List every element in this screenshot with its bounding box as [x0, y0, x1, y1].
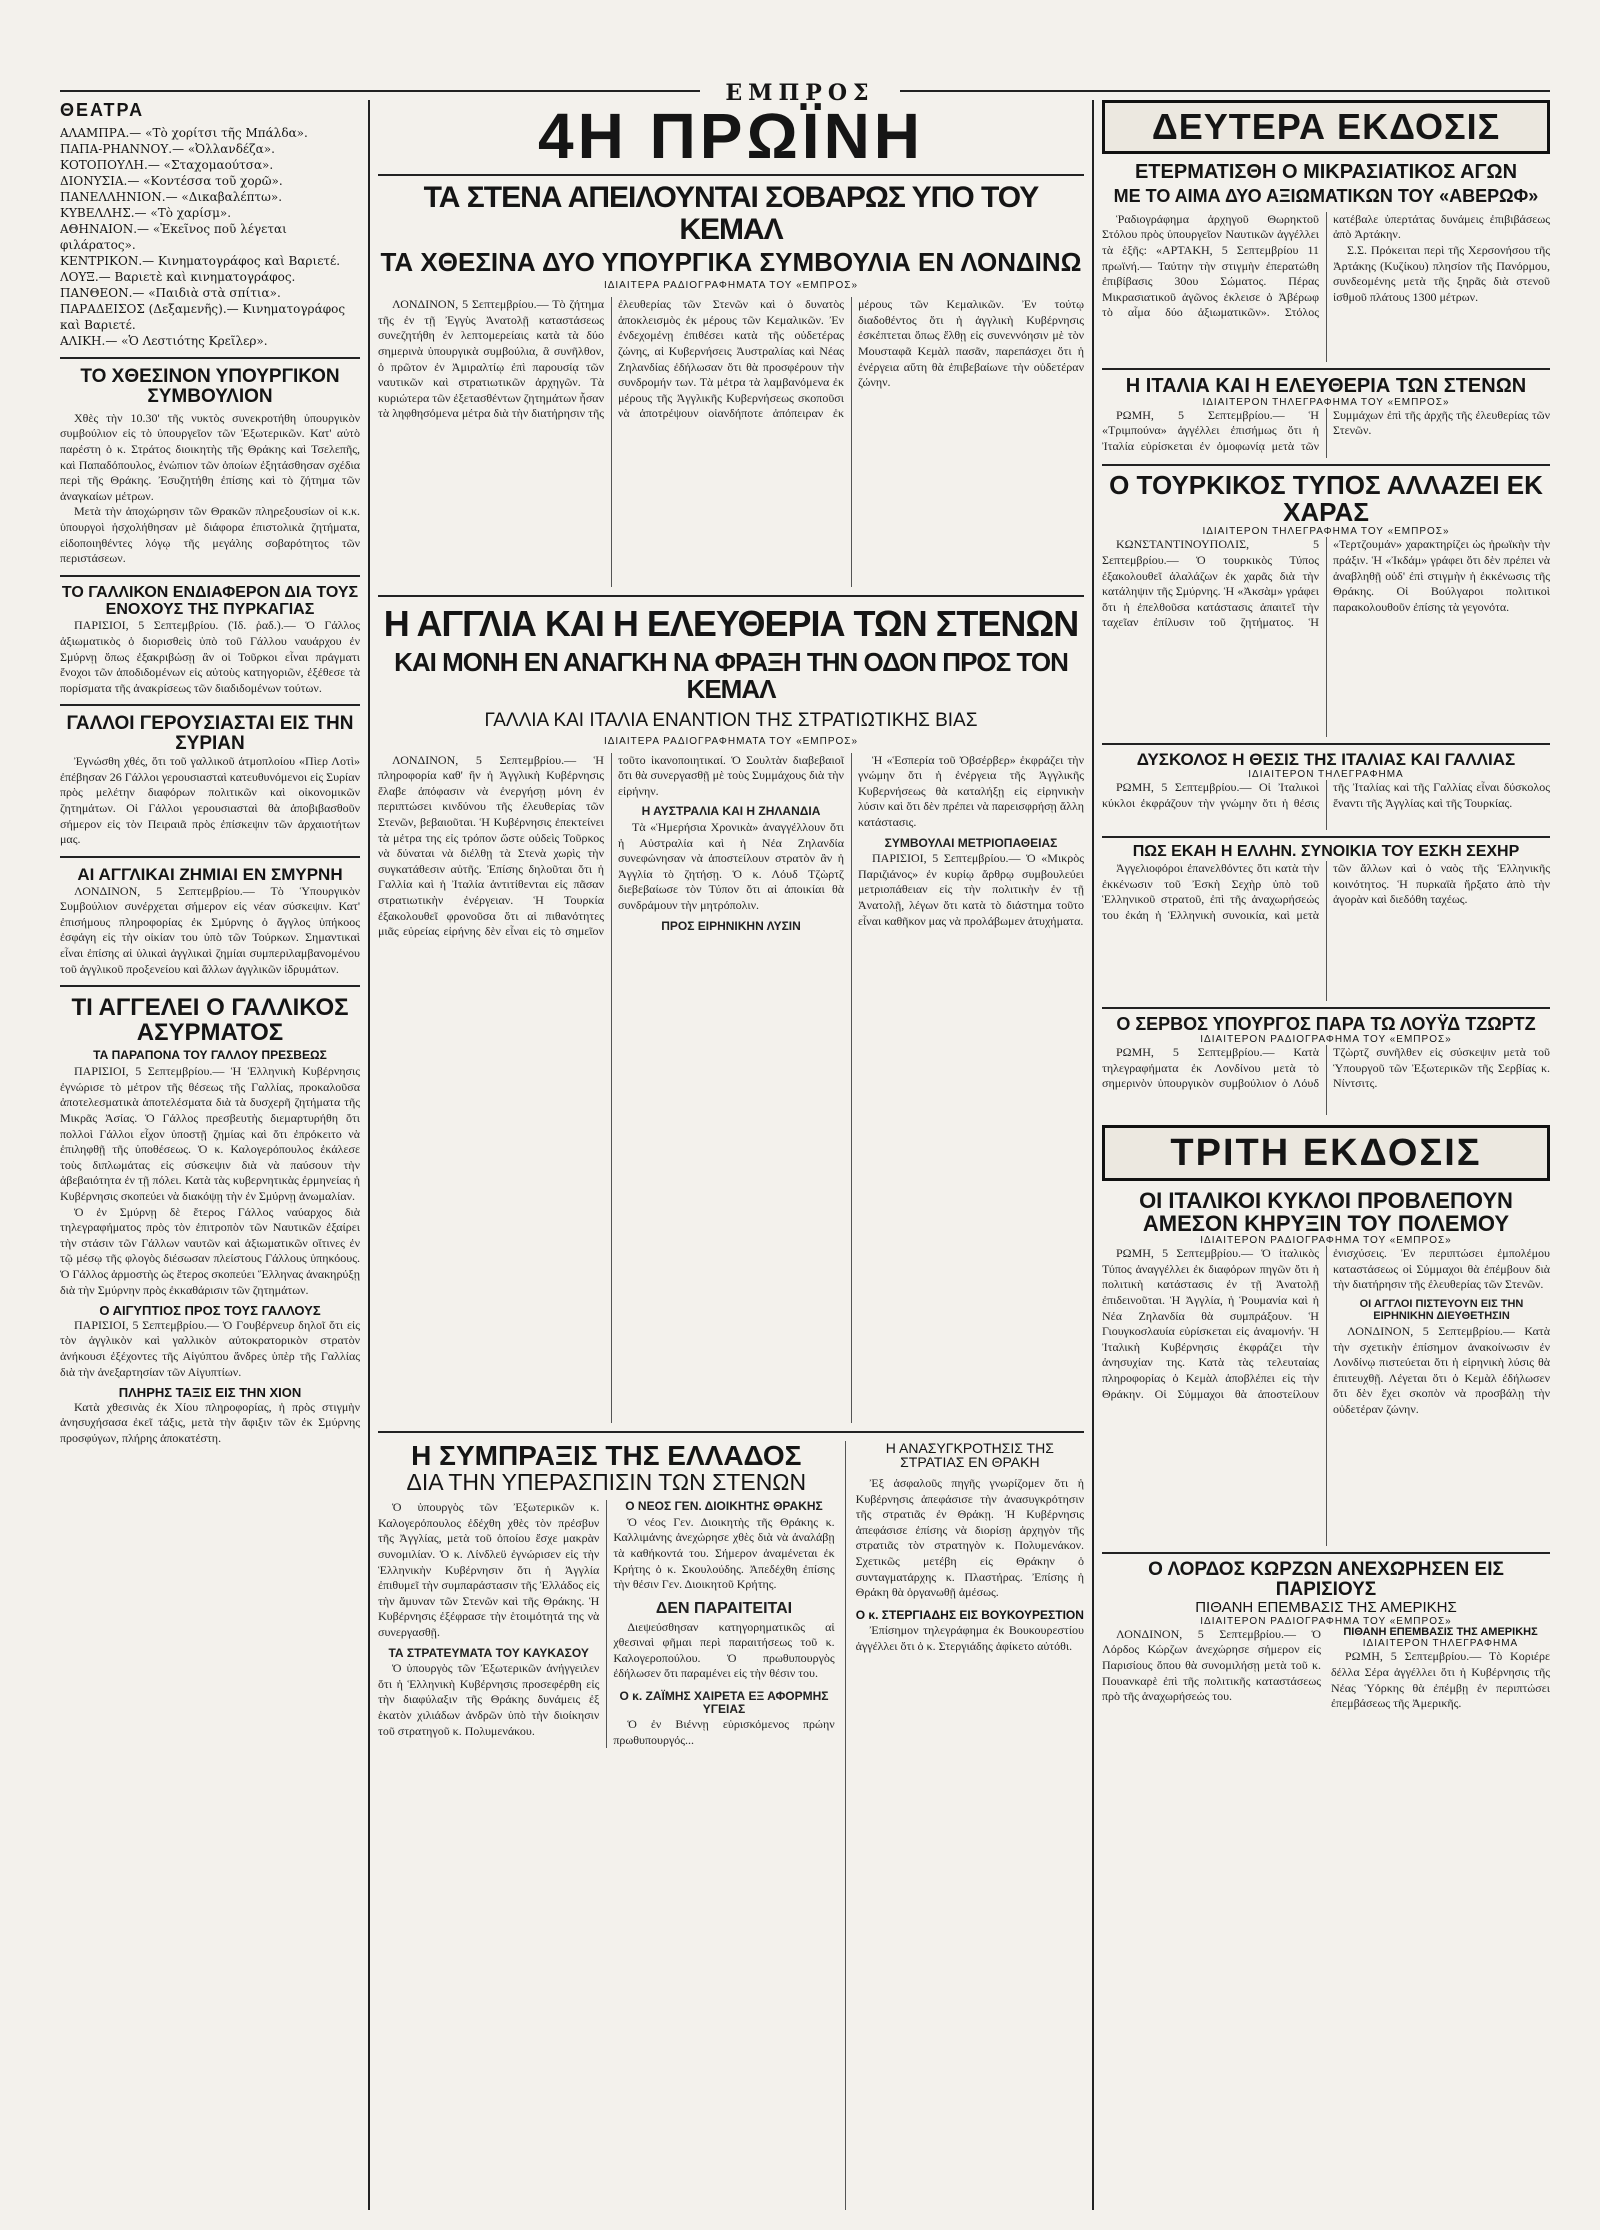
headline: ΠΙΘΑΝΗ ΕΠΕΜΒΑΣΙΣ ΤΗΣ ΑΜΕΡΙΚΗΣ	[1343, 1625, 1538, 1638]
subheadline: ΔΙΑ ΤΗΝ ΥΠΕΡΑΣΠΙΣΙΝ ΤΩΝ ΣΤΕΝΩΝ	[406, 1469, 807, 1496]
subheadline: ΤΑ ΧΘΕΣΙΝΑ ΔΥΟ ΥΠΟΥΡΓΙΚΑ ΣΥΜΒΟΥΛΙΑ ΕΝ ΛΟΝΔΙΝΩ	[380, 247, 1082, 277]
theatre-item: ΠΑΠΑ-ΡΗΑΝΝΟΥ.— «Ὀλλανδέζα».	[60, 142, 275, 156]
edition-title: 4Η ΠΡΩΪΝΗ	[537, 100, 925, 172]
main-headline: ΤΑ ΣΤΕΝΑ ΑΠΕΙΛΟΥΝΤΑΙ ΣΟΒΑΡΩΣ ΥΠΟ ΤΟΥ ΚΕΜΑΛ	[423, 181, 1039, 246]
headline: ΓΑΛΛΟΙ ΓΕΡΟΥΣΙΑΣΤΑΙ ΕΙΣ ΤΗΝ ΣΥΡΙΑΝ	[66, 713, 354, 755]
theatre-listing	[60, 100, 360, 349]
masthead: ΕΜΠΡΟΣ	[700, 80, 900, 106]
theatre-item: ΚΟΤΟΠΟΥΛΗ.— «Σταχομαούτσα».	[60, 158, 274, 172]
headline: Ο ΛΟΡΔΟΣ ΚΩΡΖΩΝ ΑΝΕΧΩΡΗΣΕΝ ΕΙΣ ΠΑΡΙΣΙΟΥΣ	[1148, 1559, 1504, 1601]
article-text: ΛΟΝΔΙΝΟΝ, 5 Σεπτεμβρίου.— Ἡ πληροφορία καθ' ἣν ἡ Ἀγγλικὴ Κυβέρνησις ἔλαβε ἀπόφασιν νὰ ἐνεργήσῃ μόνη ἐν περιπτώσει κινδύνου τῆς ἐλευθερίας τῶν Στενῶν, βεβαιοῦται. Ἡ Κυβέρνησις ἐπεκτείνει τὰ μέτρα της εἰς τρόπον ὥστε οὐδεὶς Τοῦρκος νὰ δύναται νὰ διέλθῃ τὰ Στενὰ χωρὶς τὴν συγκατάθεσιν αὐτῆς. Ἐπίσης δηλοῦται ὅτι ἡ Γαλλία καὶ ἡ Ἰταλία ἀντιτίθενται εἰς πᾶσαν στρατιωτικὴν ἐνέργειαν. Ἡ Τουρκία ἐξακολουθεῖ φρονοῦσα ὅτι αἱ πιθανότητες μιᾶς εὐρείας εἰρήνης δὲν εἶναι εἰς τὸ σημεῖον τοῦτο ἱκανοποιητικαί. Ὁ Σουλτὰν διαβεβαιοῖ ὅτι θὰ συνεργασθῇ μὲ τοὺς Συμμάχους διὰ τὴν εἰρήνην. Η ΑΥΣΤΡΑΛΙΑ ΚΑΙ Η ΖΗΛΑΝΔΙΑ Τὰ «Ἡμερήσια Χρονικὰ» ἀναγγέλλουν ὅτι ἡ Αὐστραλία καὶ ἡ Νέα Ζηλανδία συνεφώνησαν νὰ ἀποστείλουν στρατὸν ἂν ἡ Ἀγγλία τὸ ζητήσῃ. Ὁ κ. Λόυδ Τζὼρτζ διεβεβαίωσε τὸν Τύπον ὅτι αἱ ἀποικίαι θὰ συνδράμουν τὴν μητρόπολιν. ΠΡΟΣ ΕΙΡΗΝΙΚΗΝ ΛΥΣΙΝ Ἡ «Ἑσπερία τοῦ Ὀβσέρβερ» ἐκφράζει τὴν γνώμην ὅτι ἡ ἐνέργεια τῆς Ἀγγλικῆς Κυβερνήσεως θὰ καταλήξῃ εἰς εἰρηνικὴν λύσιν καὶ ὅτι δὲν πρέπει νὰ παρεισφρήσῃ ἄλλη κατάστασις. ΣΥΜΒΟΥΛΑΙ ΜΕΤΡΙΟΠΑΘΕΙΑΣ ΠΑΡΙΣΙΟΙ, 5 Σεπτεμβρίου.— Ὁ «Μικρὸς Παριζιάνος» ἐν κυρίῳ ἄρθρῳ συμβουλεύει μετριοπάθειαν εἰς τὴν πολιτικὴν ἐν τῇ Ἀνατολῇ, λέγων ὅτι κατὰ τὸ διάστημα τοῦτο εἶναι καθῆκον μας νὰ προλάβωμεν ἀτυχήματα.	[378, 752, 1084, 939]
headline: Η ΑΝΑΣΥΓΚΡΟΤΗΣΙΣ ΤΗΣ ΣΤΡΑΤΙΑΣ ΕΝ ΘΡΑΚΗ	[885, 1440, 1054, 1471]
headline: ΤΟ ΧΘΕΣΙΝΟΝ ΥΠΟΥΡΓΙΚΟΝ ΣΥΜΒΟΥΛΙΟΝ	[80, 366, 340, 407]
headline: ΟΙ ΑΓΓΛΟΙ ΠΙΣΤΕΥΟΥΝ ΕΙΣ ΤΗΝ ΕΙΡΗΝΙΚΗΝ ΔΙΕΥΘΕΤΗΣΙΝ	[1359, 1297, 1524, 1322]
subheadline: ΓΑΛΛΙΑ ΚΑΙ ΙΤΑΛΙΑ ΕΝΑΝΤΙΟΝ ΤΗΣ ΣΤΡΑΤΙΩΤΙΚΗΣ ΒΙΑΣ	[484, 709, 978, 731]
theatre-item: ΔΙΟΝΥΣΙΑ.— «Κοντέσσα τοῦ χορῶ».	[60, 174, 283, 188]
headline: ΔΕΝ ΠΑΡΑΙΤΕΙΤΑΙ	[655, 1599, 793, 1617]
article-text: ΛΟΝΔΙΝΟΝ, 5 Σεπτεμβρίου.— Ὁ Λόρδος Κώρζων ἀνεχώρησε σήμερον εἰς Παρισίους ὅπου θὰ συνομιλήσῃ μετὰ τοῦ κ. Πουανκαρὲ ἐπὶ τῆς πολιτικῆς καταστάσεως πρὸ τῆς ἀναχωρήσεώς του.	[1102, 1626, 1321, 1704]
theatre-item: ΑΘΗΝΑΙΟΝ.— «Ἐκεῖνος ποῦ λέγεται φιλάρατος».	[60, 222, 287, 252]
article-text: ΡΩΜΗ, 5 Σεπτεμβρίου.— Κατὰ τηλεγραφήματα ἐκ Λονδίνου μετὰ τὸ σημερινὸν ὑπουργικὸν συμβούλιον ὁ Λόυδ Τζὼρτζ συνῆλθεν εἰς σύσκεψιν μετὰ τοῦ Ὑπουργοῦ τῶν Ἐξωτερικῶν τῆς Σερβίας κ. Νίντσιτς.	[1102, 1045, 1550, 1091]
dispatch-tag: ΙΔΙΑΙΤΕΡΑ ΡΑΔΙΟΓΡΑΦΗΜΑΤΑ ΤΟΥ «ΕΜΠΡΟΣ»	[603, 280, 859, 292]
headline: ΤΙ ΑΓΓΕΛΕΙ Ο ΓΑΛΛΙΚΟΣ ΑΣΥΡΜΑΤΟΣ	[71, 994, 349, 1047]
theatre-item: ΚΥΒΕΛΛΗΣ.— «Τὸ χαρίσμ».	[60, 206, 232, 220]
right-column	[1102, 100, 1550, 2210]
headline: Ο ΣΕΡΒΟΣ ΥΠΟΥΡΓΟΣ ΠΑΡΑ ΤΩ ΛΟΥΫΔ ΤΖΩΡΤΖ	[1116, 1014, 1536, 1035]
dispatch-tag: ΙΔΙΑΙΤΕΡΟΝ ΡΑΔΙΟΓΡΑΦΗΜΑ ΤΟΥ «ΕΜΠΡΟΣ»	[1200, 1235, 1452, 1247]
dispatch-tag: ΙΔΙΑΙΤΕΡΟΝ ΤΗΛΕΓΡΑΦΗΜΑ ΤΟΥ «ΕΜΠΡΟΣ»	[1202, 396, 1450, 408]
article-text: ΛΟΝΔΙΝΟΝ, 5 Σεπτεμβρίου.— Τὸ ζήτημα τῆς ἐν τῇ Ἐγγὺς Ἀνατολῇ καταστάσεως συνεζητήθη ἐν λεπτομερείαις κατὰ τὰ δύο σημερινὰ ὑπουργικὰ συμβούλια, ἃ συνῆλθον, ὁ πρῶτον ἐν Ἀμιραλτίῳ ἐπὶ παρουσίᾳ τῶν ναυτικῶν καὶ στρατιωτικῶν ἀρχηγῶν. Τὰ κυριώτερα τῶν ἐξετασθέντων ζητημάτων ἧσαν τὰ ληφθησόμενα μέτρα διὰ τὴν διατήρησιν τῆς ἐλευθερίας τῶν Στενῶν καὶ ὁ δυνατὸς ἀποκλεισμὸς ἐκ μέρους τῶν Κεμαλικῶν. Ἐν ἐνδεχομένῃ ἐπιθέσει κατὰ τῆς οὐδετέρας ζώνης, αἱ Κυβερνήσεις Ἀυστραλίας καὶ Νέας Ζηλανδίας ἐδήλωσαν ὅτι θὰ προσφέρουν τὴν συνδρομήν των. Τὰ μέτρα τὰ λαμβανόμενα ἐκ μέρους τῆς Ἀγγλικῆς Κυβερνήσεως σκοποῦσι νὰ ἀποτρέψουν οἱανδήποτε ἀπόπειραν ἐκ μέρους τῶν Κεμαλικῶν. Ἐν τούτῳ διαδοθέντος ὅτι ἡ ἀγγλικὴ Κυβέρνησις ἐσκέπτεται ὅπως ἔλθῃ εἰς συνεννόησιν μὲ τὸν Μουσταφᾶ Κεμὰλ πασᾶν, παρεπάσχει ὅτι ἡ ἐνέργεια αὕτη θὰ ἐπιβεβαίωνε τὴν οὐδετέραν ζώνην.	[378, 297, 1084, 421]
subheadline: ΠΙΘΑΝΗ ΕΠΕΜΒΑΣΙΣ ΤΗΣ ΑΜΕΡΙΚΗΣ	[1195, 1599, 1457, 1617]
article-text: Ἐπίσημον τηλεγράφημα ἐκ Βουκουρεστίου ἀγγέλλει ὅτι ὁ κ. Στεργιάδης ἀφίκετο αὐτόθι.	[855, 1623, 1084, 1653]
headline: Ο ΤΟΥΡΚΙΚΟΣ ΤΥΠΟΣ ΑΛΛΑΖΕΙ ΕΚ ΧΑΡΑΣ	[1109, 469, 1543, 528]
theatre-item: ΛΟΥΞ.— Βαριετὲ καὶ κινηματογράφος.	[60, 270, 296, 284]
article-text: Ἀγγελιοφόροι ἐπανελθόντες ὅτι κατὰ τὴν ἐκκένωσιν τοῦ Ἐσκὴ Σεχὴρ ὑπὸ τοῦ Ἑλληνικοῦ στρατοῦ, ἐπὶ τῆς ἀναχωρήσεώς του ἐκάη ἡ Ἑλληνικὴ συνοικία, καὶ μετὰ τῶν ἄλλων καὶ ὁ ναὸς τῆς Ἑλληνικῆς κοινότητος. Ἡ πυρκαϊὰ ἤρξατο ἀπὸ τὴν ἀγορὰν καὶ διεδόθη ταχέως.	[1102, 861, 1550, 922]
dispatch-tag: ΙΔΙΑΙΤΕΡΟΝ ΡΑΔΙΟΓΡΑΦΗΜΑ ΤΟΥ «ΕΜΠΡΟΣ»	[1200, 1615, 1452, 1627]
headline: ΠΩΣ ΕΚΑΗ Η ΕΛΛΗΝ. ΣΥΝΟΙΚΙΑ ΤΟΥ ΕΣΚΗ ΣΕΧΗΡ	[1132, 843, 1520, 861]
article-text: ΡΩΜΗ, 5 Σεπτεμβρίου.— Τὸ Κοριέρε δέλλα Σέρα ἀγγέλλει ὅτι ἡ Κυβέρνησις τῆς Νέας Ὑόρκης θὰ ἐπέμβῃ ἐν περιπτώσει ἐπεμβάσεως τῆς Ἀμερικῆς.	[1331, 1649, 1550, 1711]
article-text: ΡΩΜΗ, 5 Σεπτεμβρίου.— Ὁ ἰταλικὸς Τύπος ἀναγγέλλει ἐκ διαφόρων πηγῶν ὅτι ἡ πολιτικὴ κατάστασις ἐν τῇ Ἀνατολῇ ἐπιδεινοῦται. Ἡ Ἀγγλία, ἡ Ῥουμανία καὶ ἡ Νέα Ζηλανδία θὰ συμπράξουν. Ἡ Γιουγκοσλαυία εὑρίσκεται εἰς ἀναμονήν. Ἡ Ἰταλικὴ Κυβέρνησις ἐκφράζει τὴν ἀνησυχίαν της. Κατὰ τὰς τελευταίας πληροφορίας ὁ Κεμὰλ ἀποβλέπει εἰς τὴν Θράκην. Οἱ Σύμμαχοι θὰ ἀποστείλουν ἐνισχύσεις. Ἐν περιπτώσει ἐμπολέμου καταστάσεως οἱ Σύμμαχοι θὰ ἐπέμβουν διὰ τὴν διατήρησιν τῆς ἐλευθερίας τῶν Στενῶν. ΟΙ ΑΓΓΛΟΙ ΠΙΣΤΕΥΟΥΝ ΕΙΣ ΤΗΝ ΕΙΡΗΝΙΚΗΝ ΔΙΕΥΘΕΤΗΣΙΝ ΛΟΝΔΙΝΟΝ, 5 Σεπτεμβρίου.— Κατὰ τὴν σχετικὴν ἐπίσημον ἀνακοίνωσιν ἐν Λονδίνῳ πιστεύεται ὅτι ἡ εἰρηνικὴ λύσις θὰ ἐπιτευχθῇ. Λέγεται ὅτι ὁ Κεμὰλ ἐδήλωσεν ὅτι δὲν ἔχει σκοπὸν νὰ προσβάλῃ τὴν οὐδετέραν ζώνην.	[1102, 1246, 1550, 1417]
headline: Η ΣΥΜΠΡΑΞΙΣ ΤΗΣ ΕΛΛΑΔΟΣ	[411, 1440, 802, 1471]
headline: ΑΙ ΑΓΓΛΙΚΑΙ ΖΗΜΙΑΙ ΕΝ ΣΜΥΡΝΗ	[77, 864, 343, 884]
subheadline: ΤΑ ΠΑΡΑΠΟΝΑ ΤΟΥ ΓΑΛΛΟΥ ΠΡΕΣΒΕΩΣ	[93, 1047, 327, 1062]
article-text: Χθὲς τὴν 10.30' τῆς νυκτὸς συνεκροτήθη ὑπουργικὸν συμβούλιον εἰς τὸ ὑπουργεῖον τῶν Ἐξωτερικῶν. Κατ' αὐτὸ παρέστη ὁ κ. Στράτος διοικητὴς τῆς Θράκης καὶ Τσελεπῆς, καὶ Παπαδόπουλος, ἐνώπιον τῶν ὁποίων ἐξητάσθησαν σχέδια περὶ τῆς Θράκης. Ἐσυζητήθη ἐπίσης καὶ τὸ ζήτημα τῶν ἀναγκαίων μέτρων. Μετὰ τὴν ἀποχώρησιν τῶν Θρακῶν πληρεξουσίων οἱ κ.κ. ὑπουργοὶ ἠσχολήθησαν μὲ διάφορα ἐπιστολικὰ ζητήματα, εἰδοποιηθέντες λόγῳ τῆς μεγάλης σοβαρότητος τῶν περιστάσεων.	[60, 410, 360, 566]
theatre-item: ΑΛΙΚΗ.— «Ὁ Λεστιότης Κρεῖλερ».	[60, 334, 268, 348]
article-text: ΠΑΡΙΣΙΟΙ, 5 Σεπτεμβρίου.— Ὁ Γουβέρνευρ δηλοῖ ὅτι εἰς τὸν ἀγγλικὸν καὶ γαλλικὸν αὐτοκρατορικὸν στρατὸν ἀνήκουσι ἐξέχοντες τῆς Αἰγύπτου ἄνδρες ὑπὲρ τῆς Γαλλίας διὰ τὴν ἀνεξαρτησίαν τῶν Αἰγυπτίων.	[60, 1317, 360, 1379]
headline: Ο ΝΕΟΣ ΓΕΝ. ΔΙΟΙΚΗΤΗΣ ΘΡΑΚΗΣ	[625, 1499, 823, 1514]
left-column	[60, 100, 360, 2210]
article-text: ΠΑΡΙΣΙΟΙ, 5 Σεπτεμβρίου. (Ἰδ. ῥαδ.).— Ὁ Γάλλος ἀξιωματικὸς ὁ διορισθεὶς ὑπὸ τοῦ Γάλλου ναυάρχου ἐν Σμύρνῃ ὅπως ἐξακριβώσῃ ἂν οἱ Τοῦρκοι εἶναι πράγματι ἔνοχοι τῶν ἀποδιδομένων εἰς αὐτοὺς κατηγοριῶν, ἐξέθεσε τὰ πορίσματα τῆς ἀνακρίσεως τῶν διαδιδομένων τούτων.	[60, 618, 360, 695]
dispatch-tag: ΙΔΙΑΙΤΕΡΟΝ ΤΗΛΕΓΡΑΦΗΜΑ	[1248, 769, 1404, 781]
theatre-title: ΘΕΑΤΡΑ	[60, 100, 145, 120]
headline: ΤΟ ΓΑΛΛΙΚΟΝ ΕΝΔΙΑΦΕΡΟΝ ΔΙΑ ΤΟΥΣ ΕΝΟΧΟΥΣ ΤΗΣ ΠΥΡΚΑΓΙΑΣ	[61, 583, 359, 618]
subheadline: ΚΑΙ ΜΟΝΗ ΕΝ ΑΝΑΓΚΗ ΝΑ ΦΡΑΞΗ ΤΗΝ ΟΔΟΝ ΠΡΟΣ ΤΟΝ ΚΕΜΑΛ	[394, 647, 1068, 705]
article-text: ΚΩΝΣΤΑΝΤΙΝΟΥΠΟΛΙΣ, 5 Σεπτεμβρίου.— Ὁ τουρκικὸς Τύπος ἐξακολουθεῖ ἀλαλάζων ἐκ χαρᾶς διὰ τὴν κατάληψιν τῆς Σμύρνης. Ἡ «Ἀκσὰμ» γράφει ὅτι ἡ ἐπελθοῦσα κατάστασις ἀπαιτεῖ τὴν ταχεῖαν ἐπίλυσιν τοῦ ζητήματος. Ἡ «Τερτζουμάν» χαρακτηρίζει ὡς ἡρωϊκὴν τὴν πράξιν. Ἡ «Ἰκδάμ» γράφει ὅτι δὲν πρέπει νὰ ἀναβληθῇ οὐδ' ἐπὶ στιγμὴν ἡ ἐκκένωσις τῆς Θράκης. Οἱ Βούλγαροι πολιτικοὶ παρακολουθοῦν ἐπίσης τὰ γεγονότα.	[1102, 537, 1550, 630]
headline: ΠΛΗΡΗΣ ΤΑΞΙΣ ΕΙΣ ΤΗΝ ΧΙΟΝ	[118, 1385, 302, 1401]
theatre-item: ΠΑΡΑΔΕΙΣΟΣ (Δεξαμενῆς).— Κινηματογράφος καὶ Βαριετέ.	[60, 302, 346, 332]
edition-banner: ΔΕΥΤΕΡΑ ΕΚΔΟΣΙΣ	[1102, 100, 1550, 154]
theatre-item: ΚΕΝΤΡΙΚΟΝ.— Κινηματογράφος καὶ Βαριετέ.	[60, 254, 341, 268]
edition-banner: ΤΡΙΤΗ ΕΚΔΟΣΙΣ	[1102, 1125, 1550, 1181]
article-text: Κατὰ χθεσινὰς ἐκ Χίου πληροφορίας, ἡ πρὸς στιγμὴν ἀνησυχήσασα ἐκεῖ τάξις, μετὰ τὴν ἄφιξιν τῶν ἐκ Σμύρνης προσφύγων, πλήρης ἀποκατέστη.	[60, 1399, 360, 1445]
headline: Η ΑΥΣΤΡΑΛΙΑ ΚΑΙ Η ΖΗΛΑΝΔΙΑ	[641, 804, 821, 819]
dispatch-tag: ΙΔΙΑΙΤΕΡΑ ΡΑΔΙΟΓΡΑΦΗΜΑΤΑ ΤΟΥ «ΕΜΠΡΟΣ»	[603, 735, 859, 747]
headline: ΟΙ ΙΤΑΛΙΚΟΙ ΚΥΚΛΟΙ ΠΡΟΒΛΕΠΟΥΝ ΑΜΕΣΟΝ ΚΗΡΥΞΙΝ ΤΟΥ ΠΟΛΕΜΟΥ	[1139, 1188, 1513, 1237]
headline: Ο κ. ΣΤΕΡΓΙΑΔΗΣ ΕΙΣ ΒΟΥΚΟΥΡΕΣΤΙΟΝ	[855, 1607, 1084, 1622]
headline: ΤΑ ΣΤΡΑΤΕΥΜΑΤΑ ΤΟΥ ΚΑΥΚΑΣΟΥ	[388, 1645, 589, 1660]
article-text: Ὁ ὑπουργὸς τῶν Ἐξωτερικῶν κ. Καλογερόπουλος ἐδέχθη χθὲς τὸν πρέσβυν τῆς Ἀγγλίας, μετὰ τοῦ ὁποίου ἔσχε μακρὰν συνομιλίαν. Ὁ κ. Λίνδλεϋ ἐγνώρισεν εἰς τὴν Ἑλληνικὴν Κυβέρνησιν ὅτι ἡ Ἀγγλία ἐπιθυμεῖ τὴν συμπαράστασιν τῆς Ἑλλάδος εἰς τὴν ἄμυναν τῶν Στενῶν καὶ τῆς Θράκης. Ἡ Κυβέρνησις ἐξέφρασε τὴν ἑτοιμότητά της νὰ συνεργασθῇ. ΤΑ ΣΤΡΑΤΕΥΜΑΤΑ ΤΟΥ ΚΑΥΚΑΣΟΥ Ὁ ὑπουργὸς τῶν Ἐξωτερικῶν ἀνήγγειλεν ὅτι ἡ Ἑλληνικὴ Κυβέρνησις προσεφέρθη εἰς τὴν διαφύλαξιν τῆς Θράκης δυνάμεις ἐξ ἑκατὸν χιλιάδων ἀνδρῶν ὑπὸ τὴν διοίκησιν τοῦ στρατηγοῦ κ. Πολυμενάκου. Ο ΝΕΟΣ ΓΕΝ. ΔΙΟΙΚΗΤΗΣ ΘΡΑΚΗΣ Ὁ νέος Γεν. Διοικητὴς τῆς Θράκης κ. Καλλιμάνης ἀνεχώρησε χθὲς διὰ νὰ ἀναλάβῃ τὰ καθήκοντά του. Σήμερον ἀναμένεται ἐκ Κρήτης ὁ κ. Σκουλούδης. Ἀπεδέχθη ἐπίσης τὴν θέσιν Γεν. Διοικητοῦ Κρήτης. ΔΕΝ ΠΑΡΑΙΤΕΙΤΑΙ Διεψεύσθησαν κατηγορηματικῶς αἱ χθεσιναὶ φῆμαι περὶ παραιτήσεως τοῦ κ. Καλογεροπούλου. Ὁ πρωθυπουργὸς ἐδήλωσεν ὅτι παραμένει εἰς τὴν θέσιν του. Ο κ. ΖΑΪΜΗΣ ΧΑΙΡΕΤΑ ΕΞ ΑΦΟΡΜΗΣ ΥΓΕΙΑΣ Ὁ ἐν Βιέννῃ εὑρισκόμενος πρώην πρωθυπουργός...	[378, 1499, 835, 1747]
theatre-item: ΠΑΝΘΕΟΝ.— «Παιδιὰ στὰ σπίτια».	[60, 286, 281, 300]
article-text: Ἐγνώσθη χθές, ὅτι τοῦ γαλλικοῦ ἀτμοπλοίου «Πὶερ Λοτὶ» ἐπέβησαν 26 Γάλλοι γερουσιασταὶ κατευθυνόμενοι εἰς Συρίαν πρὸς μελέτην διαφόρων πολιτικῶν καὶ οἰκονομικῶν ζητημάτων. Οἱ Γάλλοι γερουσιασταὶ θὰ ἀποβιβασθοῦν σήμερον εἰς τὸν Πειραιᾶ πρὸς ἐπίσκεψιν τῶν ἀρχαιοτήτων μας.	[60, 754, 360, 847]
headline: Ο κ. ΖΑΪΜΗΣ ΧΑΙΡΕΤΑ ΕΞ ΑΦΟΡΜΗΣ ΥΓΕΙΑΣ	[619, 1688, 829, 1716]
center-column	[378, 100, 1084, 2210]
headline: Ο ΑΙΓΥΠΤΙΟΣ ΠΡΟΣ ΤΟΥΣ ΓΑΛΛΟΥΣ	[99, 1303, 321, 1319]
column-rule-left	[368, 100, 370, 2210]
column-rule-right	[1092, 100, 1094, 2210]
theatre-item: ΠΑΝΕΛΛΗΝΙΟΝ.— «Δικαβαλέπτω».	[60, 190, 283, 204]
article-text: ΛΟΝΔΙΝΟΝ, 5 Σεπτεμβρίου.— Τὸ Ὑπουργικὸν Συμβούλιον συνέρχεται σήμερον εἰς νέαν σύσκεψιν. Κατ' ἐπισήμους πληροφορίας ἐκ Σμύρνης ὁ ἄγγλος ὑπήκοος ἐσφάγη εἰς τὴν οἰκίαν του ὑπὸ τῶν Τούρκων. Σημαντικαὶ εἶναι ἐπίσης αἱ ὑλικαὶ ἀγγλικαὶ ζημίαι συμπεριλαμβανομένου τοῦ ἀγγλικοῦ προξενείου καὶ ἄλλων ἀγγλικῶν ἱδρυμάτων.	[60, 883, 360, 976]
theatre-item: ΑΛΑΜΠΡΑ.— «Τὸ χορίτσι τῆς Μπάλδα».	[60, 126, 308, 140]
article-text: ΡΩΜΗ, 5 Σεπτεμβρίου.— Ἡ «Τριμπούνα» ἀγγέλλει ἐπισήμως ὅτι ἡ Ἰταλία εὑρίσκεται ἐν ὁμοφωνίᾳ μετὰ τῶν Συμμάχων ἐπὶ τῆς ἀρχῆς τῆς ἐλευθερίας τῶν Στενῶν.	[1102, 407, 1550, 454]
article-text: ΠΑΡΙΣΙΟΙ, 5 Σεπτεμβρίου.— Ἡ Ἑλληνικὴ Κυβέρνησις ἐγνώρισε τὸ μέτρον τῆς θέσεως τῆς Γαλλίας, προκαλοῦσα ἀποτελεσματικὰ ἀποτελέσματα διὰ τὰ δυσχερῆ ζητήματα τῆς Μικρᾶς Ἀσίας. Ὁ Γάλλος πρεσβευτὴς διεμαρτυρήθη ὅτι πολλοὶ Γάλλοι εἶχον ὑποστῇ ζημίας καὶ ὅτι ἐπρόκειτο νὰ ἐπιληφθῇ τῆς ὑποθέσεως. Ὁ κ. Καλογερόπουλος ἐκάλεσε τοὺς διπλωμάτας εἰς σύσκεψιν διὰ νὰ παύσουν τὴν ἀβεβαιότητα ἐν τῇ πόλει. Κατὰ τὰς κυβερνητικὰς ἐρμηνείας ἡ Κυβέρνησις σκοπεύει νὰ διακόψῃ τὴν ἐν Σμύρνῃ ἀνωμαλίαν. Ὁ ἐν Σμύρνῃ δὲ ἕτερος Γάλλος ναύαρχος διὰ τηλεγραφήματος πρὸς τὸν ἐπιτροπὸν τῶν Ναυτικῶν ἐξαίρει τὴν στάσιν τῶν Γάλλων ναυτῶν καὶ ἀξιωματικῶν οἵτινες ἐν τῷ μέσῳ τῆς φλογὸς διέσωσαν πλείστους Γάλλους ὑπηκόους. Ὁ Γάλλος ἀρμοστὴς ὡς ἕτερος σκοπεύει Ἕλληνας ἀνακηρύξῃ διὰ τὴν Σμύρνην πρὸς ἐκκαθάρισιν τῶν ζητημάτων.	[60, 1064, 360, 1297]
article-text: ΡΩΜΗ, 5 Σεπτεμβρίου.— Οἱ Ἰταλικοὶ κύκλοι ἐκφράζουν τὴν γνώμην ὅτι ἡ θέσις τῆς Ἰταλίας καὶ τῆς Γαλλίας εἶναι δύσκολος ἔναντι τῆς Ἀγγλίας καὶ τῆς Τουρκίας.	[1102, 780, 1550, 810]
headline: ΣΥΜΒΟΥΛΑΙ ΜΕΤΡΙΟΠΑΘΕΙΑΣ	[884, 835, 1058, 850]
dispatch-tag: ΙΔΙΑΙΤΕΡΟΝ ΤΗΛΕΓΡΑΦΗΜΑ	[1362, 1638, 1519, 1650]
dispatch-tag: ΙΔΙΑΙΤΕΡΟΝ ΤΗΛΕΓΡΑΦΗΜΑ ΤΟΥ «ΕΜΠΡΟΣ»	[1202, 526, 1450, 538]
headline: ΕΤΕΡΜΑΤΙΣΘΗ Ο ΜΙΚΡΑΣΙΑΤΙΚΟΣ ΑΓΩΝ	[1134, 161, 1518, 183]
article-text: Ῥαδιογράφημα ἀρχηγοῦ Θωρηκτοῦ Στόλου πρὸς ὑπουργεῖον Ναυτικῶν ἀγγέλλει τὰ ἑξῆς: «ΑΡΤΑΚΗ, 5 Σεπτεμβρίου 11 πρωϊνή.— Ταύτην τὴν στιγμὴν ἐπερατώθη ἐπιβίβασις 30ου Σώματος. Πέρας Μικρασιατικοῦ ἀγῶνος ἐκλεισε ὁ Ἀβέρωφ τὸ αἷμα δύο ἀξιωματικῶν». Στόλος κατέβαλε ὑπερτάτας δυνάμεις ἐπιβιβάσεως ἀπὸ Ἀρτάκην. Σ.Σ. Πρόκειται περὶ τῆς Χερσονήσου τῆς Ἀρτάκης (Κυζίκου) πλησίον τῆς Πανόρμου, συνδεομένης μετὰ τῆς ξηρᾶς διὰ στενοῦ ἰσθμοῦ πλάτους 1300 μέτρων.	[1102, 211, 1550, 320]
headline: ΠΡΟΣ ΕΙΡΗΝΙΚΗΝ ΛΥΣΙΝ	[661, 918, 801, 933]
headline: ΔΥΣΚΟΛΟΣ Η ΘΕΣΙΣ ΤΗΣ ΙΤΑΛΙΑΣ ΚΑΙ ΓΑΛΛΙΑΣ	[1136, 750, 1516, 770]
dispatch-tag: ΙΔΙΑΙΤΕΡΟΝ ΡΑΔΙΟΓΡΑΦΗΜΑ ΤΟΥ «ΕΜΠΡΟΣ»	[1200, 1034, 1452, 1046]
article-text: Ἐξ ἀσφαλοῦς πηγῆς γνωρίζομεν ὅτι ἡ Κυβέρνησις ἀπεφάσισε τὴν ἀνασυγκρότησιν τῆς στρατιᾶς ἐν Θράκῃ. Ἡ Κυβέρνησις ἀπεφάσισε ἐπίσης νὰ διορίσῃ ἀρχηγὸν τῆς στρατιᾶς τὸν στρατηγὸν κ. Πολυμενάκον. Σχετικῶς μετέβη εἰς Θράκην ὁ συνταγματάρχης κ. Πλαστήρας. Ἐπίσης ἡ Θράκη θὰ ὀργανωθῇ ἀμέσως.	[855, 1476, 1084, 1600]
subheadline: ΜΕ ΤΟ ΑΙΜΑ ΔΥΟ ΑΞΙΩΜΑΤΙΚΩΝ ΤΟΥ «ΑΒΕΡΩΦ»	[1113, 186, 1539, 206]
main-headline: Η ΑΓΓΛΙΑ ΚΑΙ Η ΕΛΕΥΘΕΡΙΑ ΤΩΝ ΣΤΕΝΩΝ	[383, 603, 1079, 645]
headline: Η ΙΤΑΛΙΑ ΚΑΙ Η ΕΛΕΥΘΕΡΙΑ ΤΩΝ ΣΤΕΝΩΝ	[1125, 374, 1527, 397]
